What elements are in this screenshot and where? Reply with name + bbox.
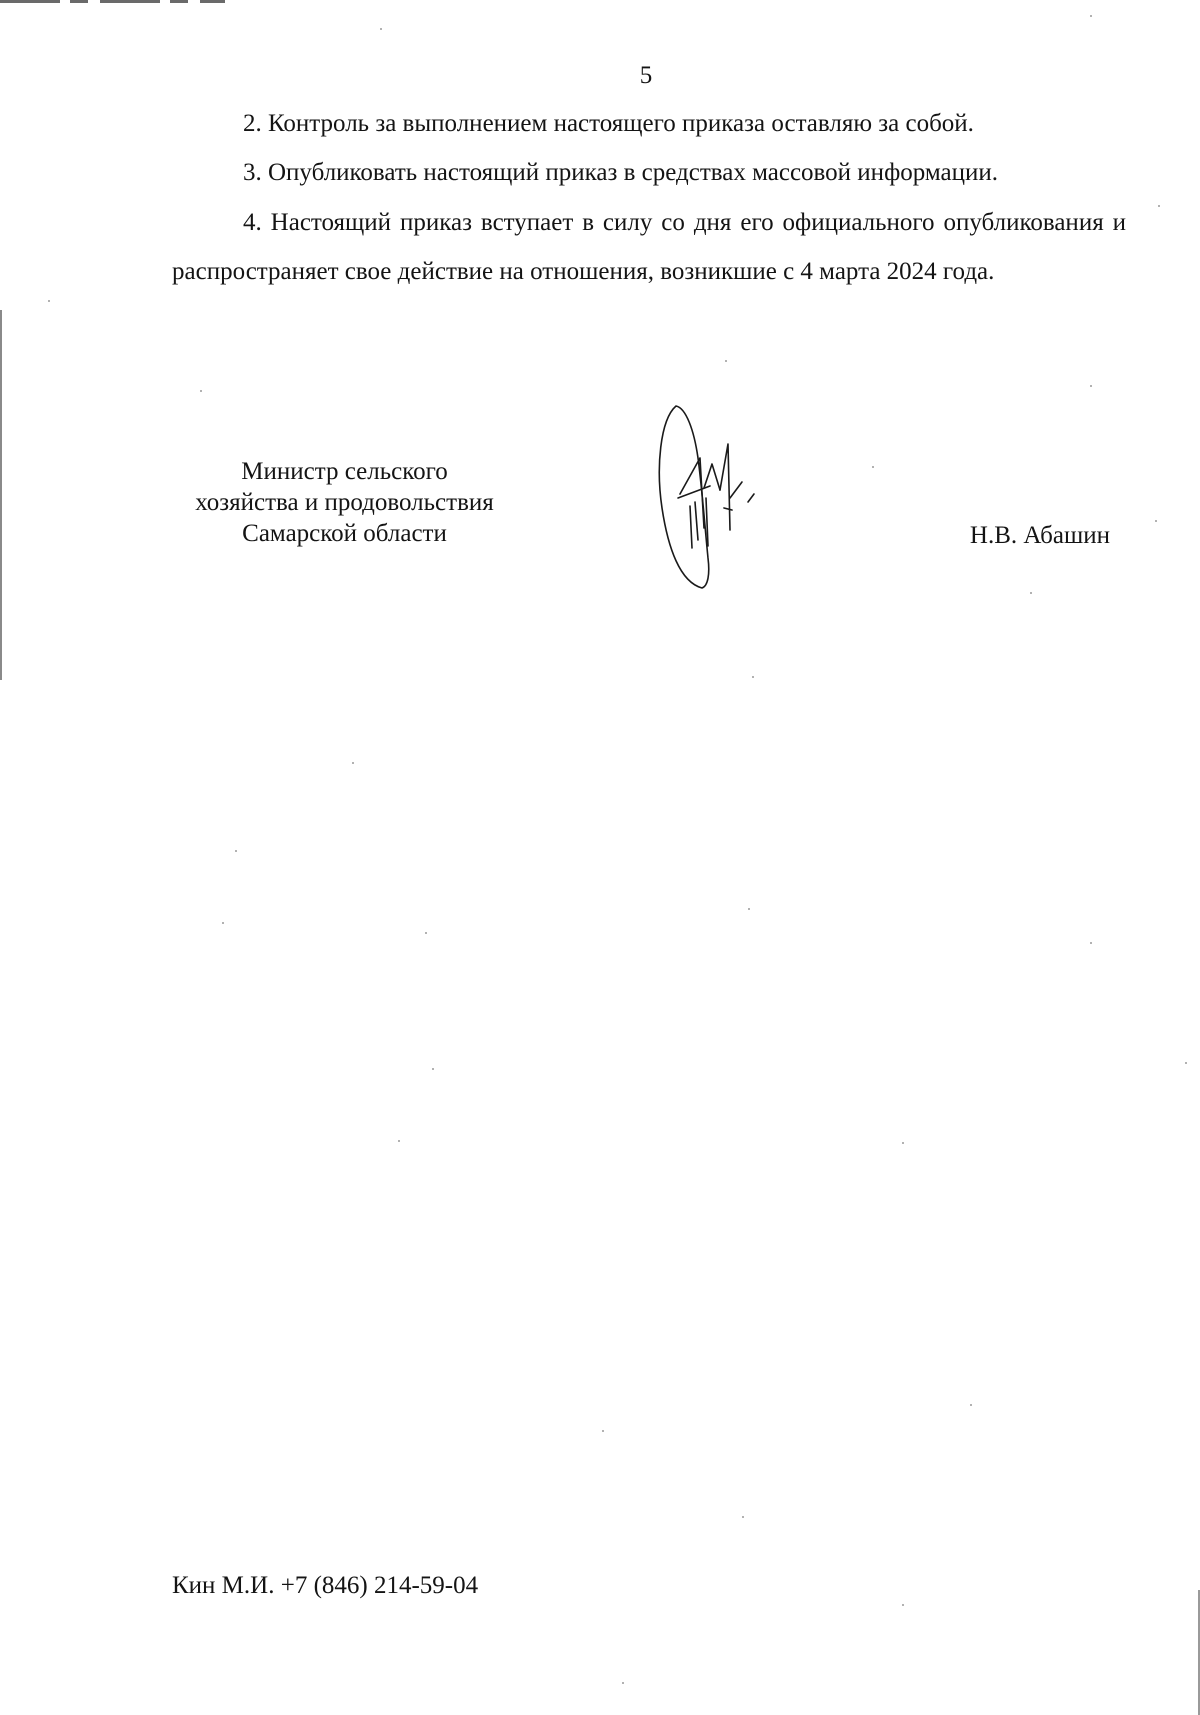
signatory-title xyxy=(172,456,517,549)
paragraph-publish: 3. Опубликовать настоящий приказ в средствах массовой информации. xyxy=(243,159,999,186)
scan-speck xyxy=(752,676,754,678)
scan-speck xyxy=(235,850,237,852)
scan-speck xyxy=(425,932,427,934)
paragraph-effective-date: 4. Настоящий приказ вступает в силу со дня его официального опубликования и распространяет свое действие на отношения, возникшие с 4 марта 2024 года. xyxy=(172,209,1126,285)
paragraph-control: 2. Контроль за выполнением настоящего приказа оставляю за собой. xyxy=(243,110,974,137)
signatory-title-line: Министр сельского xyxy=(241,458,448,485)
signatory-name: Н.В. Абашин xyxy=(969,522,1110,549)
page-number: 5 xyxy=(639,62,653,89)
scan-speck xyxy=(902,1142,904,1144)
contact-line: Кин М.И. +7 (846) 214-59-04 xyxy=(172,1572,479,1599)
scan-speck xyxy=(1185,1062,1187,1064)
scan-speck xyxy=(970,1404,972,1406)
scan-speck xyxy=(1158,205,1160,207)
signatory-title-line: хозяйства и продовольствия xyxy=(195,489,494,516)
scan-speck xyxy=(1090,385,1092,387)
scan-artifact-top xyxy=(0,0,225,3)
scan-speck xyxy=(1090,15,1092,17)
scan-speck xyxy=(742,1516,744,1518)
scan-speck xyxy=(622,1682,624,1684)
scan-speck xyxy=(48,300,50,302)
scan-speck xyxy=(602,1430,604,1432)
scan-artifact-left xyxy=(0,310,2,680)
scan-speck xyxy=(748,908,750,910)
scan-speck xyxy=(352,762,354,764)
scan-speck xyxy=(398,1140,400,1142)
handwritten-signature-icon xyxy=(650,398,790,598)
scan-speck xyxy=(1090,942,1092,944)
scan-speck xyxy=(872,466,874,468)
scan-speck xyxy=(222,922,224,924)
scan-speck xyxy=(902,1604,904,1606)
scan-speck xyxy=(1155,520,1157,522)
scan-speck xyxy=(200,390,202,392)
scan-speck xyxy=(725,360,727,362)
scan-speck xyxy=(1030,592,1032,594)
scan-speck xyxy=(380,28,382,30)
scan-speck xyxy=(432,1068,434,1070)
signatory-title-line: Самарской области xyxy=(242,520,447,547)
